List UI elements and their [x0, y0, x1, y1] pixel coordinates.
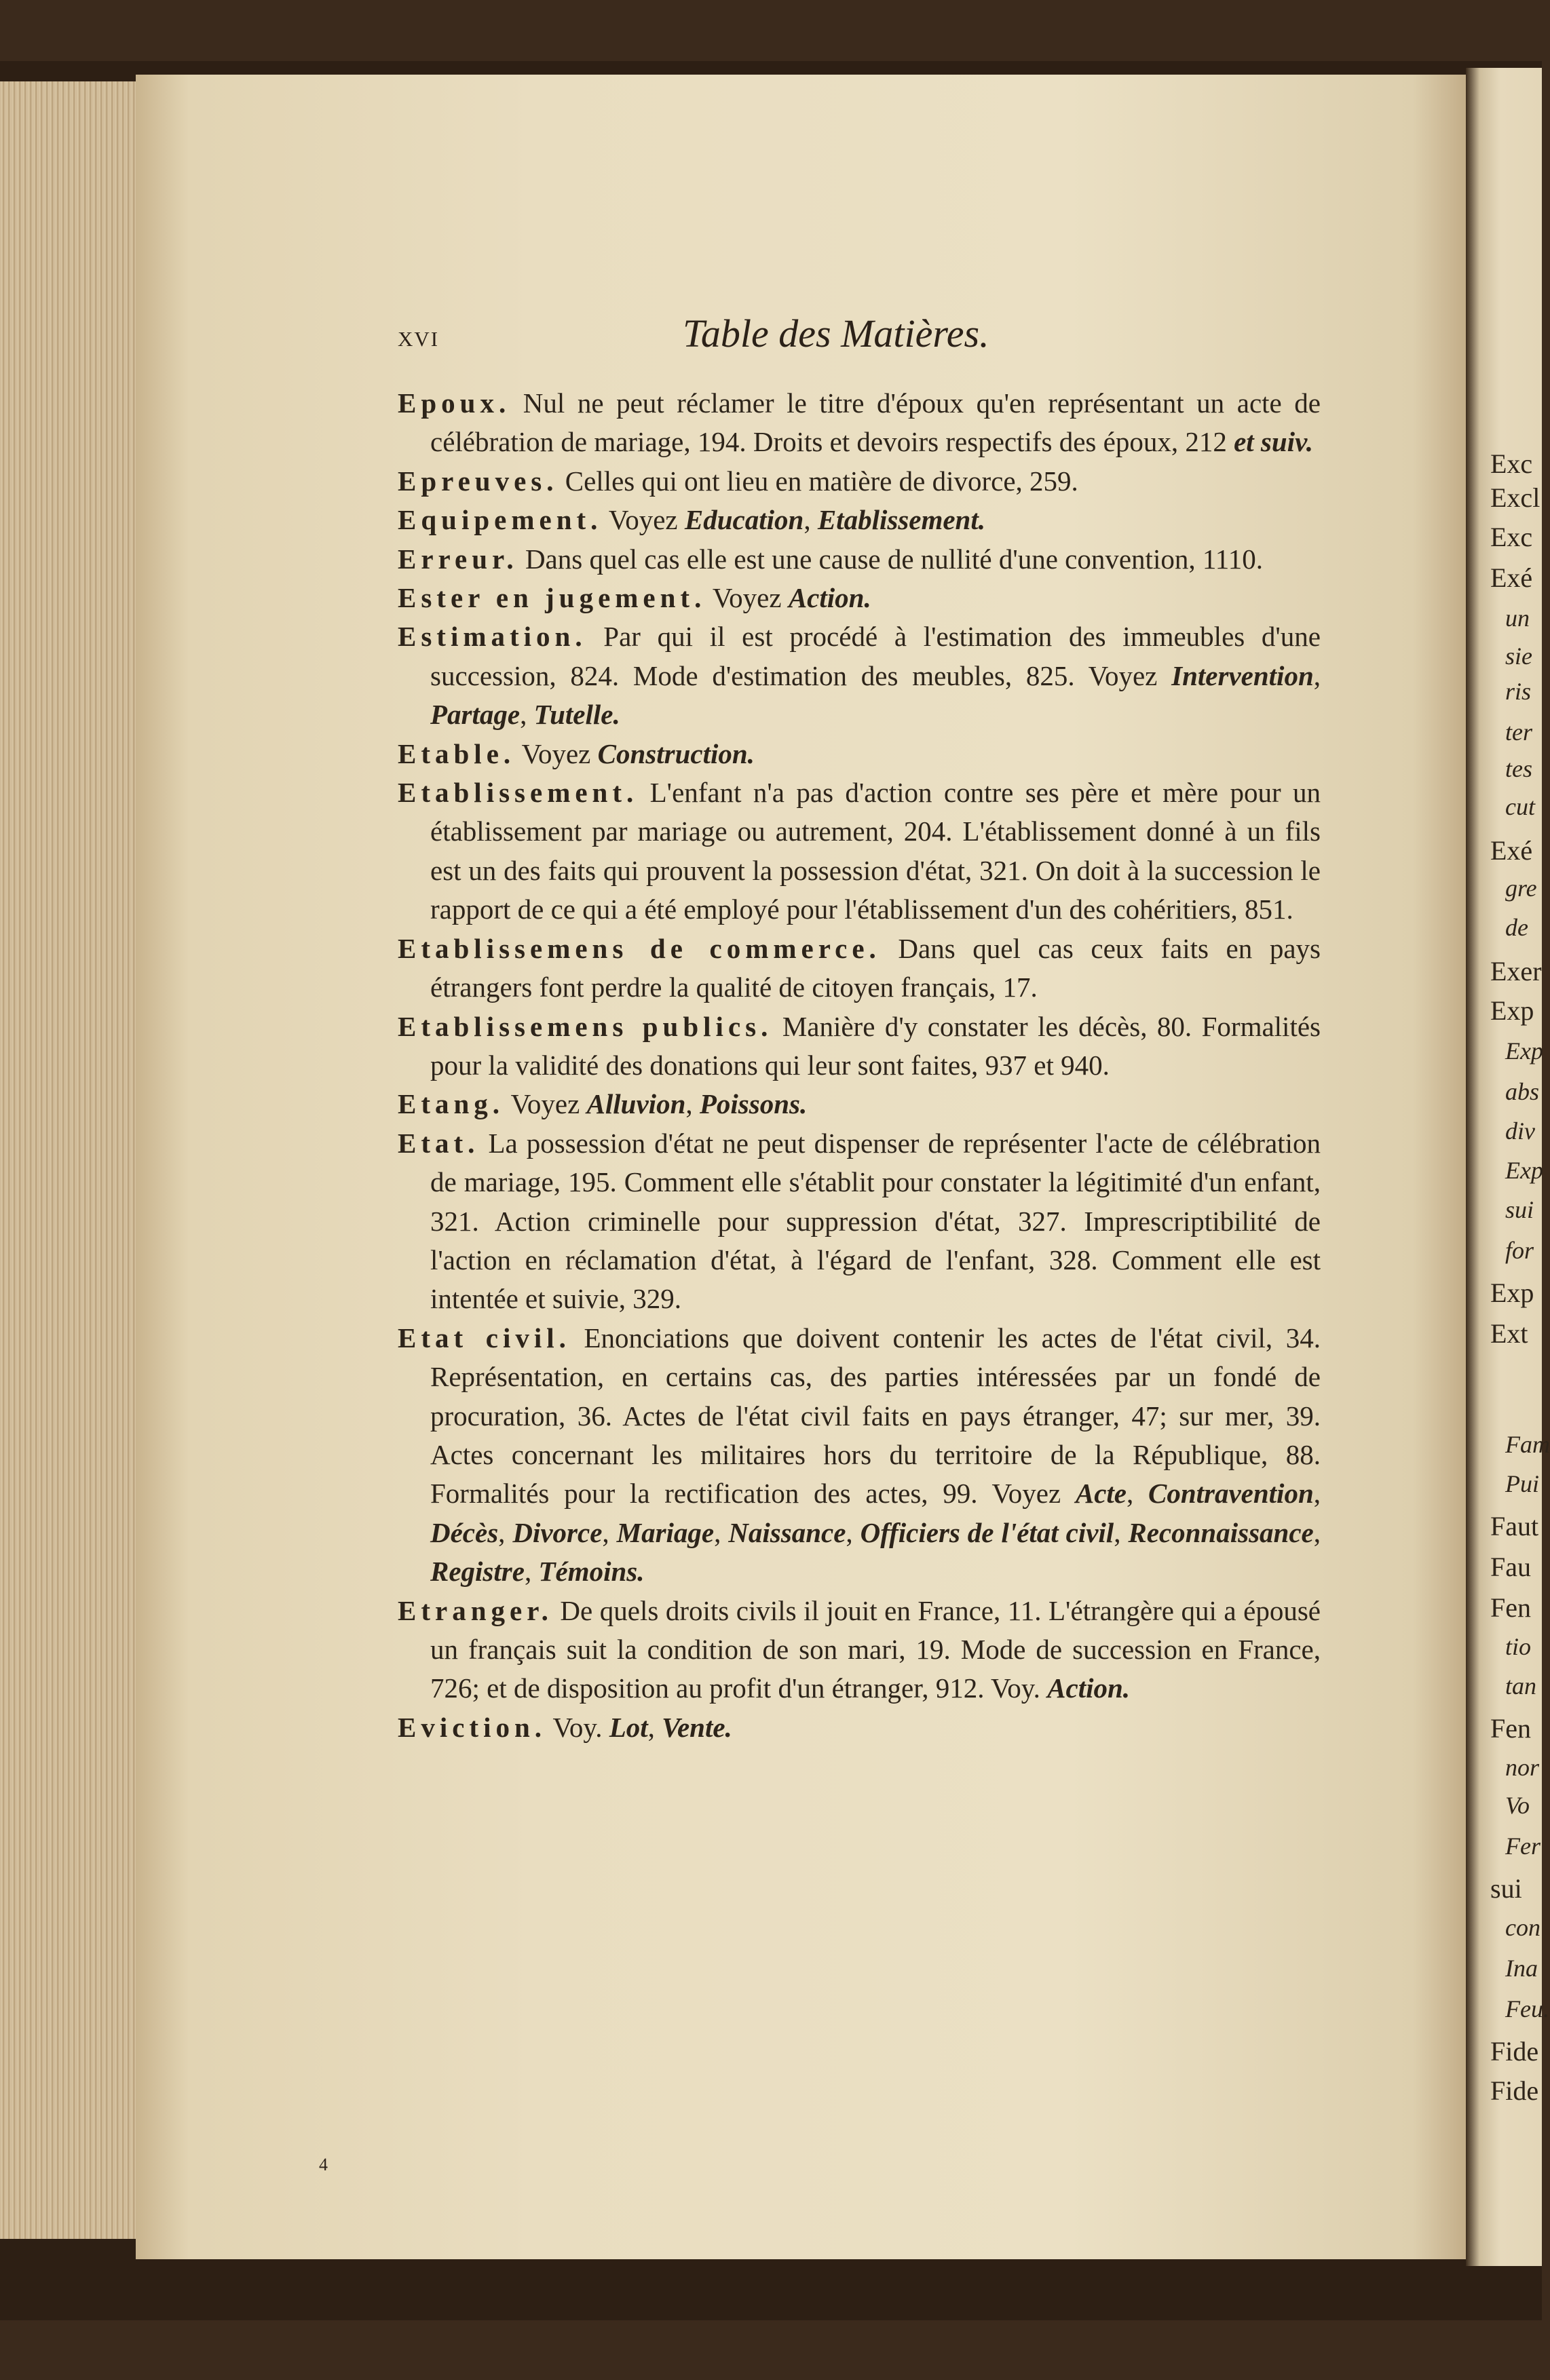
entry-headword: Erreur.	[398, 543, 518, 575]
index-entry	[398, 1708, 1321, 1747]
entry-text: Dans quel cas ceux faits en pays étrangers font perdre la qualité de citoyen français, 17.	[430, 932, 1321, 1003]
facing-page-fragment: Feu.	[1505, 1995, 1549, 2022]
facing-page-fragment: sie	[1505, 642, 1532, 670]
entry-reference: Alluvion	[586, 1088, 686, 1120]
facing-page-fragment: Fau	[1490, 1552, 1531, 1582]
entry-headword: Etang.	[398, 1088, 505, 1120]
entry-text: ,	[524, 1556, 539, 1588]
facing-page-fragment: Fen	[1490, 1713, 1531, 1744]
entry-reference: Partage	[430, 699, 521, 731]
entry-text: Manière d'y constater les décès, 80. Formalités pour la validité des donations qui leur sont faites, 937 et 940.	[430, 1010, 1321, 1081]
entry-headword: Etablissemens publics.	[398, 1010, 773, 1042]
entry-text: ,	[714, 1516, 729, 1548]
index-entry	[398, 501, 1321, 539]
entry-headword: Estimation.	[398, 621, 587, 653]
entry-reference: Témoins.	[538, 1556, 645, 1588]
entry-text: La possession d'état ne peut dispenser de représenter l'acte de célébration de mariage, 195. Comment elle s'établit pour constater la légitimité d'un enfant, 321. Action criminelle pour suppression d'état, 327. Imprescriptibilité de l'action en réclamation d'état, à l'égard de l'enfant, 328. Comment elle est intentée et suivie, 329.	[430, 1127, 1321, 1315]
facing-page-fragment: ter	[1505, 718, 1532, 746]
facing-page-fragment: Exp	[1490, 1278, 1534, 1308]
entry-headword: Eviction.	[398, 1711, 547, 1743]
entry-reference: Mariage	[616, 1516, 715, 1548]
entry-reference: Etablissement.	[817, 504, 985, 536]
facing-page-fragment: de	[1505, 914, 1528, 941]
facing-page-fragment: cut	[1505, 793, 1535, 820]
entry-reference: Décès	[430, 1516, 499, 1548]
entry-headword: Etat civil.	[398, 1322, 571, 1354]
entry-text: ,	[520, 699, 534, 731]
facing-page	[1466, 68, 1550, 2266]
entry-reference: Poissons.	[699, 1088, 808, 1120]
entry-text: Par qui il est procédé à l'estimation des immeubles d'une succession, 824. Mode d'estimation des meubles, 825. Voyez	[430, 621, 1321, 691]
entry-headword: Etranger.	[398, 1594, 553, 1626]
entry-headword: Ester en jugement.	[398, 582, 706, 614]
page-header	[398, 311, 1321, 365]
facing-page-fragment: Ext	[1490, 1318, 1528, 1349]
facing-page-fragment: div	[1505, 1117, 1535, 1145]
facing-page-fragment: Ina	[1505, 1955, 1538, 1982]
entry-text: Voyez	[504, 1088, 587, 1120]
entry-text: Voyez	[602, 504, 685, 536]
facing-page-fragment: Exp	[1490, 995, 1534, 1026]
entry-text: Nul ne peut réclamer le titre d'époux qu'en représentant un acte de célébration de mariage, 194. Droits et devoirs respectifs des époux, 212	[430, 387, 1321, 458]
entry-text: ,	[647, 1711, 662, 1743]
entry-text: Voy.	[546, 1711, 609, 1743]
facing-page-fragment: Exp	[1505, 1157, 1543, 1184]
facing-page-fragment: Fen	[1490, 1592, 1531, 1623]
entry-reference: Naissance	[728, 1516, 846, 1548]
entry-reference: Tutelle.	[533, 699, 620, 731]
facing-page-fragment: Exer	[1490, 956, 1542, 986]
entry-reference: Contravention	[1148, 1478, 1314, 1510]
index-entry	[398, 579, 1321, 617]
entry-text: Voyez	[515, 737, 598, 769]
entry-headword: Etat.	[398, 1127, 480, 1159]
facing-page-fragment: Fide	[1490, 2075, 1539, 2106]
index-entry	[398, 1124, 1321, 1319]
entry-reference: et suiv.	[1234, 426, 1313, 458]
entry-text: ,	[602, 1516, 617, 1548]
entry-text: ,	[1313, 659, 1321, 691]
facing-page-fragment: Vo	[1505, 1792, 1530, 1819]
facing-page-fragment: Pui	[1505, 1470, 1539, 1497]
entry-text: ,	[846, 1516, 861, 1548]
entry-text: Enonciations que doivent contenir les actes de l'état civil, 34. Représentation, en certains cas, des parties intéressées par un fondé de procuration, 36. Actes de l'état civil faits en pays étranger, 47; sur mer, 39. Actes concernant les militaires hors du territoire de la République, 88. Formalités pour la rectification des actes, 99. Voyez	[430, 1322, 1321, 1510]
entry-text: ,	[1313, 1478, 1321, 1510]
entry-reference: Divorce	[512, 1516, 603, 1548]
entry-text: ,	[1127, 1478, 1148, 1510]
entry-reference: Vente.	[662, 1711, 732, 1743]
facing-page-fragment: Fide	[1490, 2036, 1539, 2067]
entry-reference: Lot	[609, 1711, 648, 1743]
index-text	[398, 384, 1321, 1747]
index-entry	[398, 617, 1321, 734]
index-entry	[398, 1085, 1321, 1124]
running-title: Table des Matières.	[683, 311, 989, 356]
entry-reference: Action.	[788, 582, 871, 614]
facing-page-fragment: tio	[1505, 1633, 1532, 1660]
entry-text: L'enfant n'a pas d'action contre ses père et mère pour un établissement par mariage ou autrement, 204. L'établissement donné à un fils est un des faits qui prouvent la possession d'état, 321. On doit à la succession le rapport de ce qui a été employé pour l'établissement d'un des cohéritiers, 851.	[430, 777, 1321, 925]
entry-text: Voyez	[706, 582, 789, 614]
facing-page-fragment: Exp	[1505, 1037, 1543, 1064]
facing-page-fragment: Fer	[1505, 1832, 1540, 1860]
index-entry	[398, 384, 1321, 462]
index-entry	[398, 1319, 1321, 1592]
facing-page-fragment: con	[1505, 1914, 1540, 1941]
entry-reference: Action.	[1047, 1672, 1131, 1704]
index-entry	[398, 773, 1321, 929]
facing-page-fragment: Exc	[1490, 448, 1533, 479]
facing-page-fragment: Exé	[1490, 562, 1533, 593]
entry-text: ,	[804, 504, 818, 536]
entry-reference: Officiers de l'état civil	[860, 1516, 1114, 1548]
entry-headword: Etablissement.	[398, 777, 639, 809]
entry-text: Dans quel cas elle est une cause de nullité d'une convention, 1110.	[518, 543, 1264, 575]
facing-page-fragment: tan	[1505, 1672, 1537, 1700]
facing-page-fragment: Fam	[1505, 1431, 1550, 1458]
facing-page-fragment: nor	[1505, 1754, 1540, 1781]
folio: xvi	[398, 320, 440, 353]
index-entry	[398, 929, 1321, 1007]
entry-headword: Etablissemens de commerce.	[398, 932, 881, 964]
index-entry	[398, 540, 1321, 579]
entry-reference: Education	[684, 504, 804, 536]
entry-text: Celles qui ont lieu en matière de divorce, 259.	[558, 465, 1078, 497]
entry-reference: Intervention	[1171, 659, 1314, 691]
facing-page-fragment: Exc	[1490, 522, 1533, 552]
facing-page-fragment: Excl	[1490, 482, 1540, 513]
entry-reference: Construction.	[597, 737, 755, 769]
facing-page-fragment: Faut	[1490, 1511, 1539, 1541]
entry-reference: Registre	[430, 1556, 525, 1588]
entry-reference: Reconnaissance	[1128, 1516, 1314, 1548]
entry-headword: Epoux.	[398, 387, 511, 419]
index-entry	[398, 1592, 1321, 1708]
entry-text: ,	[498, 1516, 513, 1548]
facing-page-fragment: for	[1505, 1237, 1534, 1264]
index-entry	[398, 1007, 1321, 1086]
entry-headword: Epreuves.	[398, 465, 559, 497]
facing-page-fragment: un	[1505, 604, 1530, 632]
facing-page-fragment: abs	[1505, 1078, 1540, 1105]
facing-page-fragment: Exé	[1490, 835, 1533, 866]
index-entry	[398, 462, 1321, 501]
entry-text: ,	[1313, 1516, 1321, 1548]
entry-headword: Equipement.	[398, 504, 603, 536]
signature-mark: 4	[319, 2155, 328, 2174]
entry-text: ,	[685, 1088, 700, 1120]
entry-text: ,	[1114, 1516, 1129, 1548]
entry-reference: Acte	[1075, 1478, 1127, 1510]
entry-text: De quels droits civils il jouit en France, 11. L'étrangère qui a épousé un français suit la condition de son mari, 19. Mode de succession en France, 726; et de disposition au profit d'un étranger, 912. Voy.	[430, 1594, 1321, 1704]
entry-headword: Etable.	[398, 737, 516, 769]
facing-page-fragment: tes	[1505, 755, 1532, 782]
facing-page-fragment: gre	[1505, 875, 1537, 902]
facing-page-fragment: ris	[1505, 678, 1532, 705]
index-entry	[398, 735, 1321, 773]
facing-page-fragment: sui	[1505, 1196, 1534, 1223]
facing-page-fragment: sui	[1490, 1873, 1522, 1904]
page-edges	[0, 81, 136, 2239]
